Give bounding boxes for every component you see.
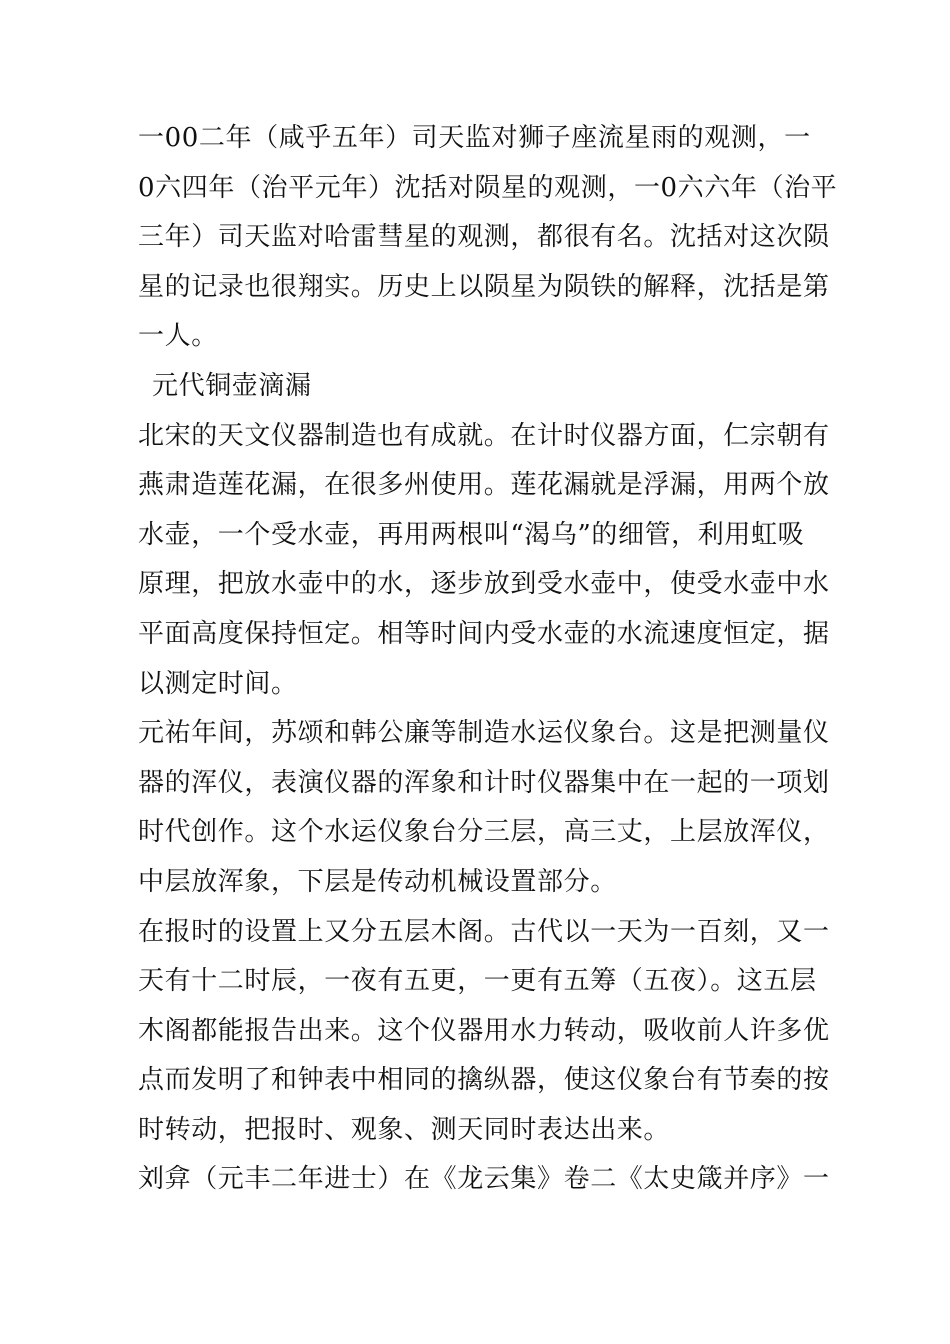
body-text <box>138 114 838 1205</box>
text-line: 三年）司天监对哈雷彗星的观测，都很有名。沈括对这次陨 <box>138 222 830 253</box>
text-line: 元祐年间，苏颂和韩公廉等制造水运仪象台。这是把测量仪 <box>138 718 830 749</box>
text-line: 原理，把放水壶中的水，逐步放到受水壶中，使受水壶中水 <box>138 569 830 600</box>
text-line: 一人。 <box>138 321 218 352</box>
text-line: 燕肃造莲花漏，在很多州使用。莲花漏就是浮漏，用两个放 <box>138 470 830 501</box>
text-line: 以测定时间。 <box>138 668 298 699</box>
text-line: 点而发明了和钟表中相同的擒纵器，使这仪象台有节奏的按 <box>138 1065 830 1096</box>
text-line: 天有十二时辰，一夜有五更，一更有五筹（五夜）。这五层 <box>138 966 817 997</box>
text-line: 平面高度保持恒定。相等时间内受水壶的水流速度恒定，据 <box>138 618 830 649</box>
text-line: 刘弇（元丰二年进士）在《龙云集》卷二《太史箴并序》一 <box>138 1164 830 1195</box>
text-line: 水壶，一个受水壶，再用两根叫“渴乌”的细管，利用虹吸 <box>138 519 805 550</box>
figure-caption: 元代铜壶滴漏 <box>152 370 312 401</box>
text-line: 0六四年（治平元年）沈括对陨星的观测，一0六六年（治平 <box>138 172 838 203</box>
text-line: 中层放浑象，下层是传动机械设置部分。 <box>138 866 617 897</box>
text-line: 一00二年（咸乎五年）司天监对狮子座流星雨的观测，一 <box>138 123 811 153</box>
text-line: 木阁都能报告出来。这个仪器用水力转动，吸收前人许多优 <box>138 1015 830 1046</box>
text-line: 星的记录也很翔实。历史上以陨星为陨铁的解释，沈括是第 <box>138 271 830 302</box>
text-line: 时代创作。这个水运仪象台分三层，高三丈，上层放浑仪， <box>138 817 830 848</box>
text-line: 器的浑仪，表演仪器的浑象和计时仪器集中在一起的一项划 <box>138 767 830 798</box>
text-line: 北宋的天文仪器制造也有成就。在计时仪器方面，仁宗朝有 <box>138 420 830 451</box>
text-line: 时转动，把报时、观象、测天同时表达出来。 <box>138 1114 671 1145</box>
text-line: 在报时的设置上又分五层木阁。古代以一天为一百刻，又一 <box>138 916 830 947</box>
